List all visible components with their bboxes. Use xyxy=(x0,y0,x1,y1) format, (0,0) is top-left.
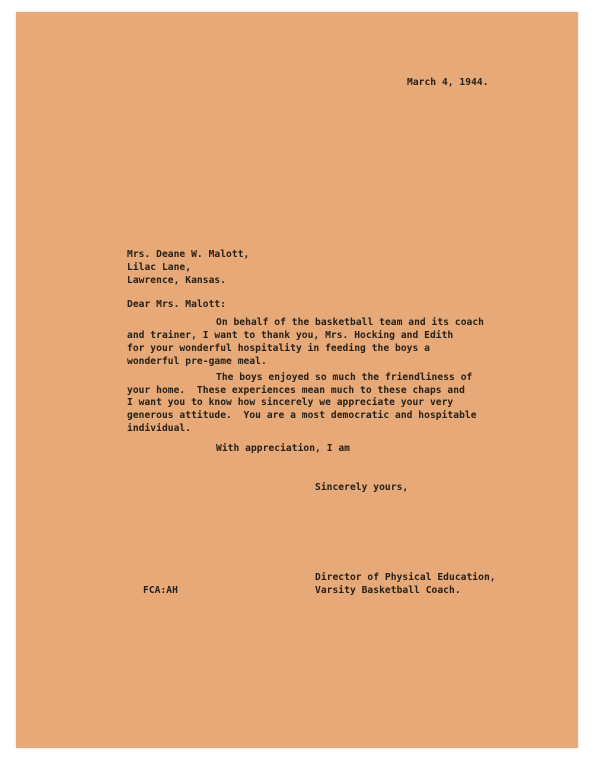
letter-date: March 4, 1944. xyxy=(407,77,489,88)
paragraph1-line: and trainer, I want to thank you, Mrs. Hocking and Edith xyxy=(127,330,454,341)
paragraph1-line: wonderful pre-game meal. xyxy=(127,356,267,367)
letter-paper xyxy=(16,12,578,748)
recipient-name: Mrs. Deane W. Malott, xyxy=(127,249,250,260)
reference-initials: FCA:AH xyxy=(143,585,178,596)
paragraph1-line: for your wonderful hospitality in feeding the boys a xyxy=(127,343,430,354)
paragraph2-line: individual. xyxy=(127,423,192,434)
signature-title: Director of Physical Education, xyxy=(315,572,496,583)
complimentary-close: Sincerely yours, xyxy=(315,482,409,493)
salutation: Dear Mrs. Malott: xyxy=(127,299,227,310)
paragraph2-line: generous attitude. You are a most democratic and hospitable xyxy=(127,410,477,421)
paragraph2-line: The boys enjoyed so much the friendliness of xyxy=(216,372,473,383)
paragraph1-line: On behalf of the basketball team and its coach xyxy=(216,317,484,328)
recipient-street: Lilac Lane, xyxy=(127,262,192,273)
signature-title: Varsity Basketball Coach. xyxy=(315,585,461,596)
paragraph2-line: I want you to know how sincerely we appreciate your very xyxy=(127,397,454,408)
paragraph2-line: your home. These experiences mean much to these chaps and xyxy=(127,385,465,396)
recipient-city: Lawrence, Kansas. xyxy=(127,275,227,286)
closing-line: With appreciation, I am xyxy=(216,443,350,454)
